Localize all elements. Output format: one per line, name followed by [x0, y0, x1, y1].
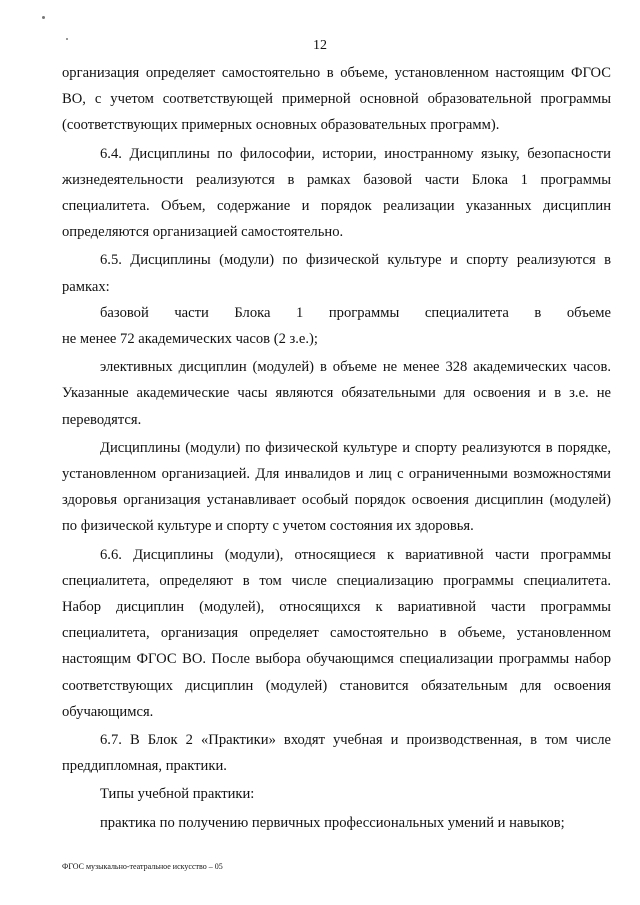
paragraph-elective: элективных дисциплин (модулей) в объеме не менее 328 академических часов. Указанные академические часы являются обязательными для освоения и в з.е. не переводятся. — [62, 359, 611, 428]
word: объеме — [566, 304, 611, 321]
paragraph-basic-hours: не менее 72 академических часов (2 з.е.); — [62, 331, 318, 348]
word: базовой — [100, 304, 149, 321]
word: специалитета — [424, 304, 509, 321]
paragraph-pe-order: Дисциплины (модули) по физической культуре и спорту реализуются в порядке, установленном организацией. Для инвалидов и лиц с ограниченными возможностями здоровья организация устанавливает особый порядок освоения дисциплин (модулей) по физической культуре и спорту с учетом состояния их здоровья. — [62, 439, 611, 535]
spread-line-basic-part — [62, 300, 611, 326]
word: Блока — [234, 304, 271, 321]
paragraph-continuation: организация определяет самостоятельно в объеме, установленном настоящим ФГОС ВО, с учетом соответствующей примерной основной образовательной программы (соответствующих примерных основных образовательных программ). — [62, 65, 611, 134]
word: части — [174, 304, 209, 321]
word: программы — [328, 304, 400, 321]
paragraph-practice-types: Типы учебной практики: — [100, 786, 255, 803]
document-body — [62, 60, 611, 836]
page-number: 12 — [313, 38, 327, 53]
paragraph-6-5: 6.5. Дисциплины (модули) по физической культуре и спорту реализуются в рамках: — [62, 252, 611, 295]
paragraph-practice-item: практика по получению первичных профессиональных умений и навыков; — [100, 814, 565, 831]
scan-speck — [42, 16, 45, 19]
footer-note: ФГОС музыкально-театральное искусство – 05 — [62, 862, 223, 871]
word: 1 — [296, 304, 304, 321]
paragraph-6-6: 6.6. Дисциплины (модули), относящиеся к вариативной части программы специалитета, определяют в том числе специализацию программы специалитета. Набор дисциплин (модулей), относящихся к вариативной части программы специалитета, организация определяет самостоятельно в объеме, установленном настоящим ФГОС ВО. После выбора обучающимся специализации программы набор соответствующих дисциплин (модулей) становится обязательным для освоения обучающимся. — [62, 546, 611, 720]
paragraph-6-4: 6.4. Дисциплины по философии, истории, иностранному языку, безопасности жизнедеятельности реализуются в рамках базовой части Блока 1 программы специалитета. Объем, содержание и порядок реализации указанных дисциплин определяются организацией самостоятельно. — [62, 145, 611, 241]
paragraph-6-7: 6.7. В Блок 2 «Практики» входят учебная и производственная, в том числе преддипломная, практики. — [62, 732, 611, 775]
word: в — [534, 304, 542, 321]
